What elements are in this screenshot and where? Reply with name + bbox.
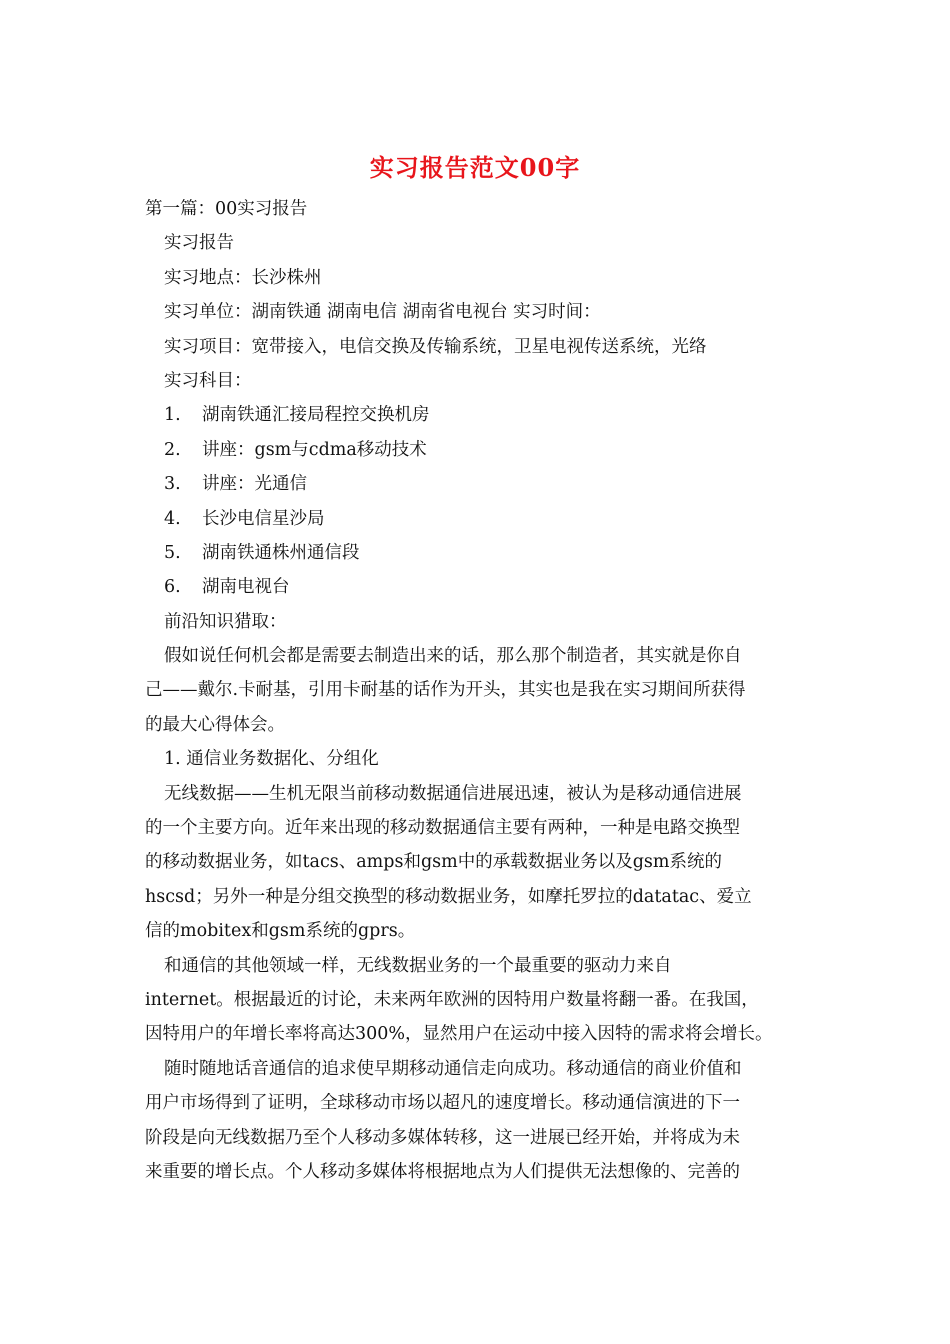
list-text: 长沙电信星沙局 xyxy=(202,508,325,529)
heading-line: 第一篇：00实习报告 xyxy=(145,199,308,219)
list-number: 4. xyxy=(164,508,181,529)
paragraph-line: 的一个主要方向。近年来出现的移动数据通信主要有两种，一种是电路交换型 xyxy=(145,818,740,839)
paragraph-line: 假如说任何机会都是需要去制造出来的话，那么那个制造者，其实就是你自 xyxy=(164,646,742,667)
paragraph-2 xyxy=(145,777,810,949)
paragraph-line: hscsd；另外一种是分组交换型的移动数据业务，如摩托罗拉的datatac、爱立 xyxy=(145,886,752,907)
list-item xyxy=(145,433,810,467)
list-text: 讲座：gsm与cdma移动技术 xyxy=(202,439,427,460)
list-number: 1. xyxy=(164,405,181,426)
paragraph-line: 无线数据——生机无限当前移动数据通信进展迅速，被认为是移动通信进展 xyxy=(164,783,742,804)
list-text: 湖南铁通汇接局程控交换机房 xyxy=(202,405,430,426)
paragraph-line: 和通信的其他领域一样，无线数据业务的一个最重要的驱动力来自 xyxy=(164,955,672,976)
list-text: 讲座：光通信 xyxy=(202,474,307,495)
paragraph-line: 的最大心得体会。 xyxy=(145,714,285,735)
list-number: 2. xyxy=(164,439,181,460)
paragraph-line: 来重要的增长点。个人移动多媒体将根据地点为人们提供无法想像的、完善的 xyxy=(145,1161,740,1182)
list-number: 5. xyxy=(164,542,181,563)
list-number: 3. xyxy=(164,474,181,495)
list-item xyxy=(145,467,810,501)
list-item xyxy=(145,536,810,570)
subjects-label: 实习科目： xyxy=(164,370,252,391)
document-title: 实习报告范文00字 xyxy=(369,153,581,182)
list-item xyxy=(145,398,810,432)
list-text: 湖南铁通株州通信段 xyxy=(202,542,360,563)
paragraph-line: 的移动数据业务，如tacs、amps和gsm中的承载数据业务以及gsm系统的 xyxy=(145,852,723,873)
paragraph-1 xyxy=(145,639,810,742)
sub-title-line: 实习报告 xyxy=(164,233,234,254)
projects-line: 实习项目：宽带接入，电信交换及传输系统，卫星电视传送系统，光络 xyxy=(164,336,707,357)
list-text: 湖南电视台 xyxy=(202,577,290,598)
list-number: 6. xyxy=(164,577,181,598)
list-item xyxy=(145,570,810,604)
paragraph-line: 随时随地话音通信的追求使早期移动通信走向成功。移动通信的商业价值和 xyxy=(164,1058,742,1079)
paragraph-4 xyxy=(145,1052,810,1190)
paragraph-3 xyxy=(145,949,810,1052)
knowledge-label: 前沿知识猎取： xyxy=(164,611,287,632)
paragraph-line: internet。根据最近的讨论，未来两年欧洲的因特用户数量将翻一番。在我国， xyxy=(145,989,759,1010)
section-heading: 1. 通信业务数据化、分组化 xyxy=(164,749,379,770)
paragraph-line: 因特用户的年增长率将高达300%，显然用户在运动中接入因特的需求将会增长。 xyxy=(145,1024,773,1045)
paragraph-line: 信的mobitex和gsm系统的gprs。 xyxy=(145,921,416,942)
paragraph-line: 阶段是向无线数据乃至个人移动多媒体转移，这一进展已经开始，并将成为未 xyxy=(145,1127,740,1148)
paragraph-line: 用户市场得到了证明，全球移动市场以超凡的速度增长。移动通信演进的下一 xyxy=(145,1093,740,1114)
document-body xyxy=(145,192,810,1189)
paragraph-line: 己——戴尔.卡耐基，引用卡耐基的话作为开头，其实也是我在实习期间所获得 xyxy=(145,680,746,701)
units-line: 实习单位：湖南铁通 湖南电信 湖南省电视台 实习时间： xyxy=(164,302,601,323)
location-line: 实习地点：长沙株州 xyxy=(164,267,322,288)
list-item xyxy=(145,502,810,536)
